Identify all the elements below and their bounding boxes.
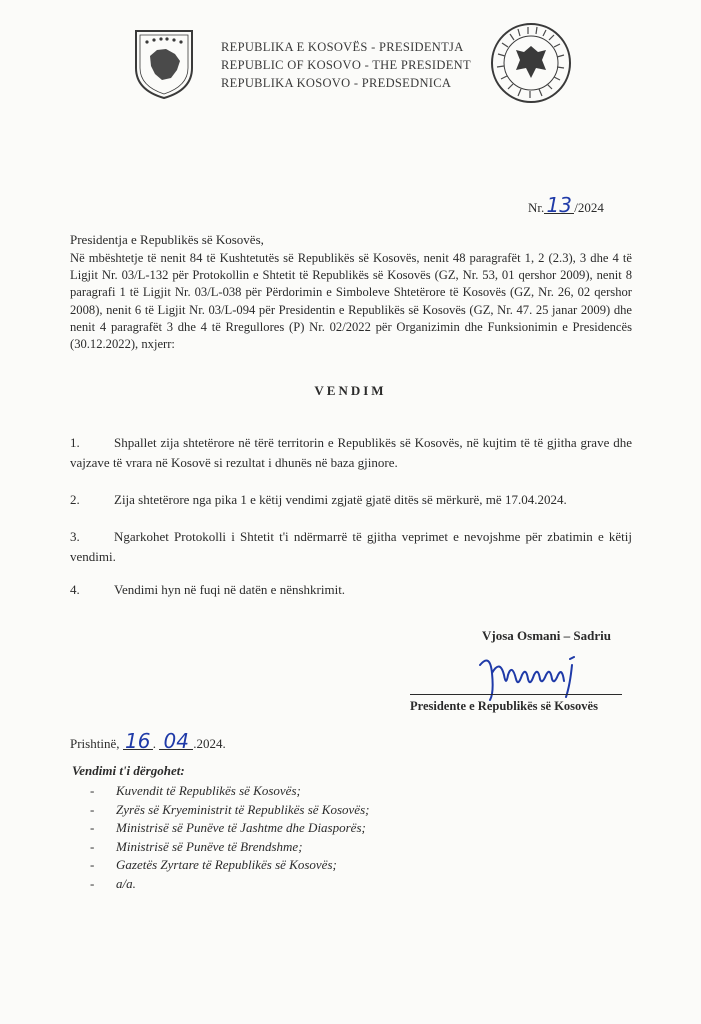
list-item: - Zyrës së Kryeministrit të Republikës së Kosovës; xyxy=(90,801,370,817)
item-text: Shpallet zija shtetërore në tërë territorin e Republikës së Kosovës, në kujtim të të gjitha grave dhe vajzave të vrara në Kosovë si rezultat i dhunës në baza gjinore. xyxy=(70,435,632,470)
letterhead-albanian: REPUBLIKA E KOSOVËS - PRESIDENTJA xyxy=(221,40,464,54)
handwritten-signature xyxy=(470,645,600,705)
signer-title: Presidente e Republikës së Kosovës xyxy=(410,699,598,713)
item-text: Zija shtetërore nga pika 1 e këtij vendimi zgjatë gjatë ditës së mërkurë, më 17.04.2024. xyxy=(114,492,567,507)
number-suffix: /2024 xyxy=(574,200,604,215)
place-and-date xyxy=(70,729,226,753)
decision-item-4 xyxy=(70,580,632,600)
kosovo-coat-of-arms-emblem xyxy=(133,28,195,100)
date-year: .2024. xyxy=(193,736,226,751)
item-number: 3. xyxy=(70,529,80,544)
date-separator: . xyxy=(152,736,156,751)
item-text: Ngarkohet Protokolli i Shtetit t'i ndërmarrë të gjitha veprimet e nevojshme për zbatimin e këtij vendimi. xyxy=(70,529,632,564)
place: Prishtinë, xyxy=(70,736,120,751)
decision-item-1 xyxy=(70,433,632,473)
number-prefix: Nr. xyxy=(528,200,545,215)
list-item: - a/a. xyxy=(90,875,136,891)
presidency-seal-icon xyxy=(490,22,572,104)
item-text: Vendimi hyn në fuqi në datën e nënshkrimit. xyxy=(114,582,346,597)
list-item: - Ministrisë së Punëve të Jashtme dhe Diasporës; xyxy=(90,820,366,835)
item-number: 1. xyxy=(70,435,80,450)
list-item: - Kuvendit të Republikës së Kosovës; xyxy=(90,783,301,798)
decision-number xyxy=(528,193,604,217)
number-handwritten: 13 xyxy=(544,197,574,214)
letterhead-english: REPUBLIC OF KOSOVO - THE PRESIDENT xyxy=(221,58,471,72)
date-day-handwritten: 16 xyxy=(123,733,153,750)
list-item: - Ministrisë së Punëve të Brendshme; xyxy=(90,838,303,854)
item-number: 2. xyxy=(70,492,80,507)
signer-name: Vjosa Osmani – Sadriu xyxy=(482,628,611,643)
list-item: - Gazetës Zyrtare të Republikës së Kosovës; xyxy=(90,857,337,872)
decision-item-2 xyxy=(70,490,632,510)
document-title: VENDIM xyxy=(314,383,387,398)
date-month-handwritten: 04 xyxy=(159,733,193,750)
decision-item-3 xyxy=(70,527,632,567)
legal-basis-paragraph: Në mbështetje të nenit 84 të Kushtetutës së Republikës së Kosovës, nenit 48 paragrafët 1, 2 (2.3), 3 dhe 4 të Ligjit Nr. 03/L-132 për Protokollin e Shtetit të Republikës së Kosovës (GZ, Nr. 53, 01 qershor 2009), nenit 8 paragrafi 1 të Ligjit Nr. 03/L-038 për Përdorimin e Simboleve Shtetërore të Kosovës (GZ, Nr. 26, 02 qershor 2008), nenit 6 të Ligjit Nr. 03/L-094 për Presidentin e Republikës së Kosovës (GZ, Nr. 47. 25 janar 2009) dhe nenit 4 paragrafët 3 dhe 4 të Rregullores (P) Nr. 02/2022 për Organizimin dhe Funksionimin e Presidencës (30.12.2022), nxjerr: xyxy=(70,251,632,352)
distribution-title: Vendimi t'i dërgohet: xyxy=(72,763,185,778)
issuer-line: Presidentja e Republikës së Kosovës, xyxy=(70,232,264,247)
letterhead-serbian: REPUBLIKA KOSOVO - PREDSEDNICA xyxy=(221,76,452,90)
signature-line xyxy=(410,694,622,695)
item-number: 4. xyxy=(70,582,80,597)
distribution-list xyxy=(90,782,369,893)
letterhead xyxy=(221,38,491,92)
